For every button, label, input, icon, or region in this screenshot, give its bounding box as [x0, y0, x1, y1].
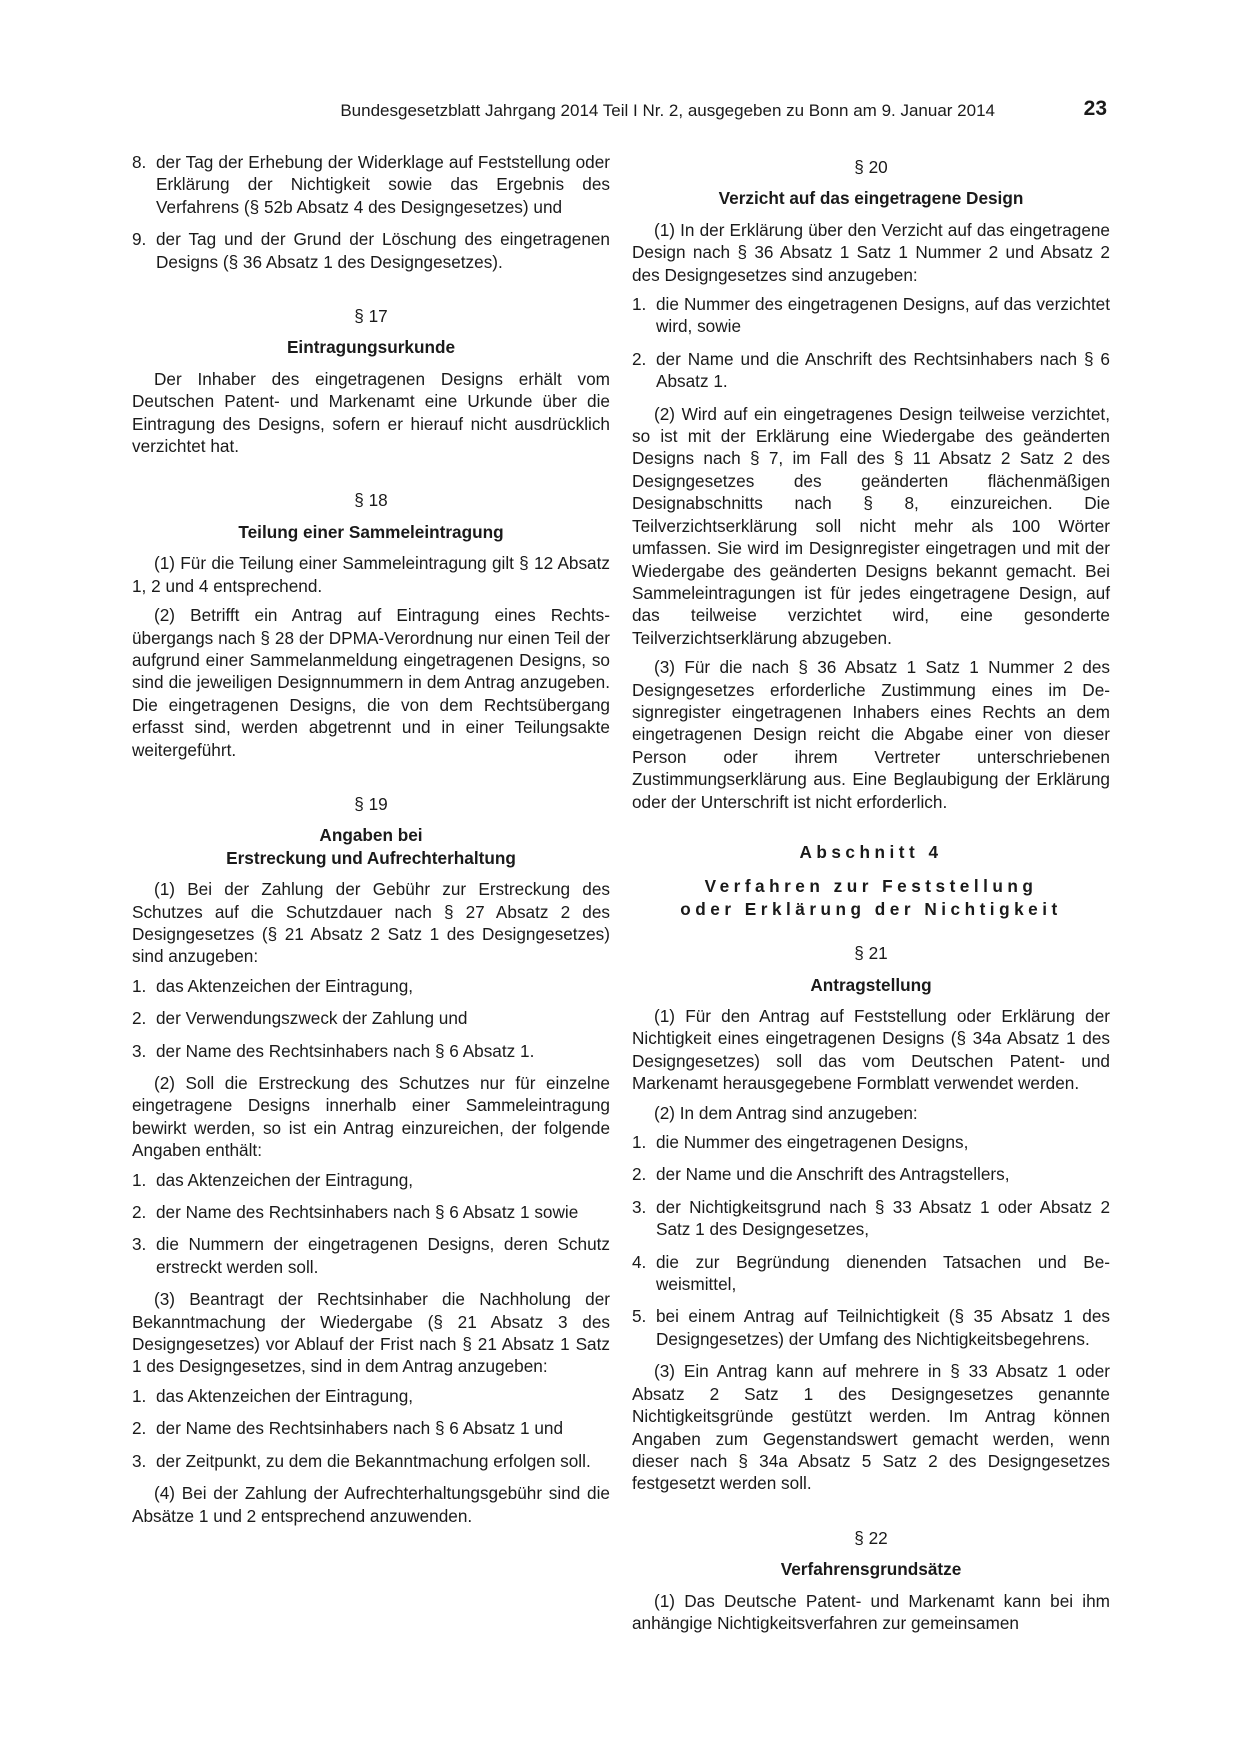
section-22 — [632, 1527, 1110, 1635]
paragraph-text: (3) Ein Antrag kann auf mehrere in § 33 Absatz 1 oder Absatz 2 Satz 1 des Designgesetzes genannte Nichtigkeitsgründe gestützt werden. Im Antrag können Angaben zum Gegenstandswert gemacht werden, wenn dieser nach § 34a Absatz 5 Satz 2 des Designgesetzes festgesetzt werden soll. — [632, 1361, 1110, 1494]
paragraph-text: (2) Betrifft ein Antrag auf Eintragung eines Rechtsübergangs nach § 28 der DPMA-Verordnung nur einen Teil der aufgrund einer Sammelanmeldung eingetragenen Designs, so sind die jeweiligen Designnummern in dem Antrag anzugeben. Die eingetragenen Designs, die von dem Rechtsübergang erfasst sind, werden abgetrennt und in einer Teilungsakte weitergeführt. — [132, 605, 610, 760]
section-21 — [632, 942, 1110, 1495]
list-item — [632, 1196, 1110, 1241]
section-20 — [632, 156, 1110, 813]
paragraph-text: (1) Bei der Zahlung der Gebühr zur Erstreckung des Schutzes auf die Schutzdauer nach § 27 Absatz 2 des Designgesetzes (§ 21 Absatz 2 Satz 1 des Designgesetzes) sind anzugeben: — [132, 879, 610, 967]
paragraph-text: (3) Beantragt der Rechtsinhaber die Nachholung der Bekanntmachung der Wiedergabe (§ 21 Absatz 3 des Designgesetzes) vor Ablauf der Frist nach § 21 Absatz 1 Satz 1 des Designgesetzes, sind in dem Antrag anzugeben: — [132, 1289, 610, 1377]
list-text: der Verwendungszweck der Zahlung und — [156, 1008, 468, 1029]
list-number: 2. — [132, 1418, 147, 1439]
list-number: 9. — [132, 229, 147, 250]
paragraph-text: (2) Soll die Erstreckung des Schutzes nur für einzelne eingetragene Designs innerhalb einer Sammeleintragung bewirkt werden, so ist ein Antrag einzureichen, der folgende Angaben enthält: — [132, 1073, 610, 1161]
header-title: Bundesgesetzblatt Jahrgang 2014 Teil I Nr. 2, ausgegeben zu Bonn am 9. Januar 2014 — [340, 101, 995, 120]
list-number: 3. — [132, 1234, 147, 1255]
section-title: Abschnitt 4 — [799, 841, 943, 862]
list-item — [132, 1040, 610, 1062]
paragraph-number: § 19 — [354, 793, 388, 814]
paragraph-title: Verzicht auf das eingetragene Design — [718, 188, 1024, 209]
list-text: die Nummer des eingetragenen Designs, auf das verzichtet wird, sowie — [656, 294, 1110, 337]
left-column — [132, 151, 610, 1534]
list-item — [132, 1385, 610, 1407]
section-heading-abschnitt-4 — [632, 841, 1110, 920]
list-item — [632, 1163, 1110, 1185]
list-text: das Aktenzeichen der Eintragung, — [156, 1385, 414, 1406]
list-number: 1. — [132, 975, 147, 996]
section-19 — [132, 793, 610, 1527]
right-column — [632, 151, 1110, 1641]
paragraph-title: Eintragungsurkunde — [286, 337, 456, 358]
list-number: 3. — [132, 1450, 147, 1471]
paragraph-text: Der Inhaber des eingetragenen Designs erhält vom Deutschen Patent- und Markenamt eine Urkunde über die Eintragung des Designs, sofern er hierauf nicht ausdrücklich verzichtet hat. — [132, 368, 610, 457]
list-continuation — [132, 151, 610, 273]
list-text: der Nichtigkeitsgrund nach § 33 Absatz 1 oder Absatz 2 Satz 1 des Designgesetzes, — [656, 1196, 1110, 1240]
list-item — [632, 1251, 1110, 1296]
paragraph-title: Teilung einer Sammeleintragung — [238, 521, 504, 542]
list-number: 1. — [632, 294, 647, 315]
list-text: der Name und die Anschrift des Rechtsinhabers nach § 6 Absatz 1. — [656, 348, 1110, 392]
section-18 — [132, 489, 610, 760]
list-text: der Name des Rechtsinhabers nach § 6 Absatz 1. — [156, 1040, 535, 1061]
paragraph-title-line2: Erstreckung und Aufrechterhaltung — [226, 847, 516, 868]
paragraph-title: Angaben bei — [319, 825, 423, 846]
paragraph-number: § 17 — [354, 306, 388, 327]
list-number: 2. — [632, 1164, 647, 1185]
list-number: 4. — [632, 1251, 647, 1272]
list-item — [132, 1233, 610, 1278]
list-item — [632, 293, 1110, 338]
list-text: das Aktenzeichen der Eintragung, — [156, 1169, 414, 1190]
list-text: der Name und die Anschrift des Antragstellers, — [656, 1164, 1010, 1185]
list-item — [132, 1450, 610, 1472]
paragraph-text: (2) In dem Antrag sind anzugeben: — [654, 1102, 918, 1123]
running-header — [132, 99, 1107, 125]
list-text: die Nummer des eingetragenen Designs, — [656, 1132, 969, 1153]
page-number: 23 — [1083, 97, 1107, 120]
list-item — [132, 1007, 610, 1029]
list-number: 8. — [132, 152, 147, 172]
paragraph-title: Verfahrensgrundsätze — [780, 1559, 962, 1580]
paragraph-text: (1) Für die Teilung einer Sammeleintragung gilt § 12 Absatz 1, 2 und 4 entsprechend. — [132, 553, 610, 596]
list-number: 2. — [132, 1202, 147, 1223]
list-text: das Aktenzeichen der Eintragung, — [156, 975, 414, 996]
list-number: 1. — [132, 1385, 147, 1406]
paragraph-number: § 21 — [854, 943, 888, 964]
list-item — [632, 1131, 1110, 1153]
list-item — [132, 151, 610, 218]
list-number: 5. — [632, 1306, 647, 1327]
paragraph-text: (1) In der Erklärung über den Verzicht auf das eingetragene Design nach § 36 Absatz 1 Satz 1 Nummer 2 und Absatz 2 des Designgesetzes sind anzugeben: — [632, 219, 1110, 285]
list-text: der Tag der Erhebung der Widerklage auf Feststellung oder Erklärung der Nichtigkeit sowie das Ergebnis des Verfahrens (§ 52b Absatz 4 des Designgesetzes) und — [156, 152, 610, 217]
list-item — [632, 348, 1110, 393]
list-text: der Zeitpunkt, zu dem die Bekanntmachung erfolgen soll. — [156, 1450, 591, 1471]
paragraph-number: § 20 — [854, 157, 888, 177]
list-item — [132, 228, 610, 273]
list-number: 3. — [132, 1040, 147, 1061]
section-17 — [132, 305, 610, 457]
list-text: bei einem Antrag auf Teilnichtigkeit (§ 35 Absatz 1 des Designgesetzes) der Umfang des Nichtigkeitsbegehrens. — [656, 1306, 1110, 1349]
list-number: 3. — [632, 1196, 647, 1217]
section-subtitle: Verfahren zur Feststellung — [704, 876, 1038, 897]
list-item — [132, 1417, 610, 1439]
section-subtitle-line2: oder Erklärung der Nichtigkeit — [680, 898, 1062, 919]
list-item — [132, 975, 610, 997]
list-text: der Tag und der Grund der Löschung des eingetragenen Designs (§ 36 Absatz 1 des Designgesetzes). — [156, 229, 610, 272]
paragraph-text: (4) Bei der Zahlung der Aufrechterhaltungsgebühr sind die Absätze 1 und 2 entsprechend anzuwenden. — [132, 1483, 610, 1526]
list-item — [132, 1169, 610, 1191]
paragraph-text: (3) Für die nach § 36 Absatz 1 Satz 1 Nummer 2 des Designgesetzes erforderliche Zustimmung eines im Designregister eingetragenen Inhabers eines Rechts an dem eingetragenen Design reicht die Abgabe einer von dieser Person oder ihrem Vertreter unterschriebenen Zustimmungserklärung aus. Eine Beglaubigung der Erklärung oder der Unterschrift ist nicht erforderlich. — [632, 657, 1110, 812]
list-number: 2. — [132, 1008, 147, 1029]
list-number: 2. — [632, 348, 647, 369]
list-item — [132, 1201, 610, 1223]
list-item — [632, 1305, 1110, 1350]
list-number: 1. — [632, 1132, 647, 1153]
list-text: die zur Begründung dienenden Tatsachen und Beweismittel, — [656, 1251, 1110, 1295]
list-number: 1. — [132, 1169, 147, 1190]
paragraph-text: (2) Wird auf ein eingetragenes Design teilweise verzichtet, so ist mit der Erklärung eine Wiedergabe des geänderten Designs nach § 7, im Fall des § 11 Absatz 2 Satz 2 des Designgesetzes des geänderten flächenmäßigen Designabschnitts nach § 8, einzureichen. Die Teilverzichtserklärung soll nicht mehr als 100 Wörter umfassen. Sie wird im Designregister eingetragen und mit der Wiedergabe des geänderten Designs bekannt gemacht. Bei Sammeleintragungen ist für jedes eingetragene Design, auf das teilweise verzichtet wird, eine gesonderte Teilverzichtserklärung abzugeben. — [632, 403, 1110, 648]
list-text: der Name des Rechtsinhabers nach § 6 Absatz 1 sowie — [156, 1202, 579, 1223]
paragraph-text: (1) Für den Antrag auf Feststellung oder Erklärung der Nichtigkeit eines eingetragenen Designs (§ 34a Absatz 1 des Designgesetzes) soll das vom Deutschen Patent- und Markenamt herausgegebene Formblatt verwendet werden. — [632, 1006, 1110, 1094]
paragraph-title: Antragstellung — [810, 974, 932, 995]
paragraph-text: (1) Das Deutsche Patent- und Markenamt kann bei ihm anhängige Nichtigkeitsverfahren zur gemeinsamen — [632, 1590, 1110, 1633]
paragraph-number: § 18 — [354, 490, 388, 511]
list-text: der Name des Rechtsinhabers nach § 6 Absatz 1 und — [156, 1418, 564, 1439]
list-text: die Nummern der eingetragenen Designs, deren Schutz erstreckt werden soll. — [156, 1234, 610, 1277]
paragraph-number: § 22 — [854, 1527, 888, 1548]
